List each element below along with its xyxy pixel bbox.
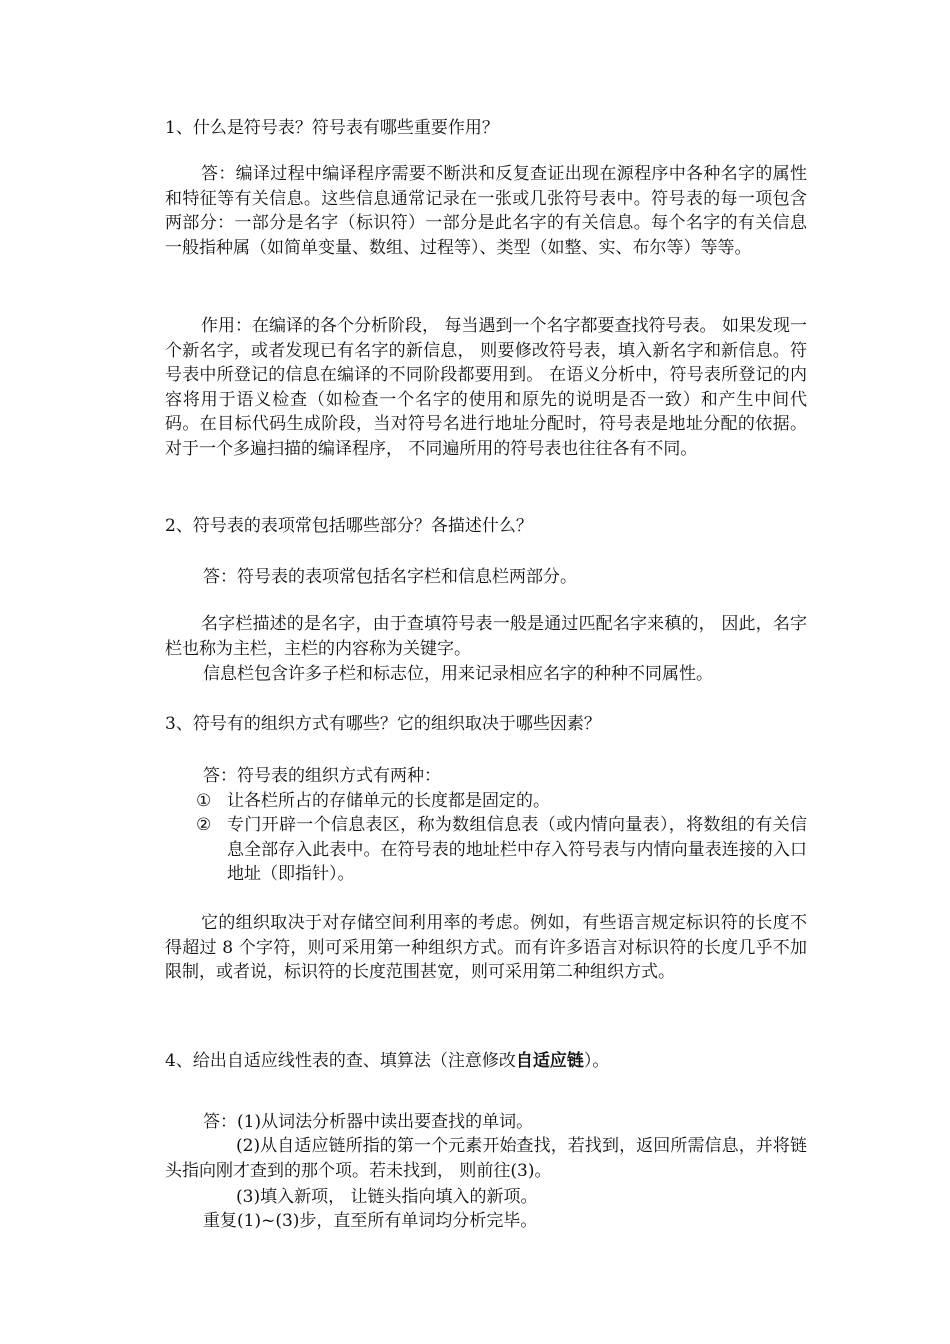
answer-1-role-paragraph: 作用：在编译的各个分析阶段， 每当遇到一个名字都要查找符号表。 如果发现一个新名字，或者发现已有名字的新信息， 则要修改符号表，填入新名字和新信息。符号表中所登记的信息在编译的不同阶段都要用到。 在语义分析中，符号表所登记的内容将用于语义检查（如检查一个名字的使用和原先的说明是否一致）和产生中间代码。在目标代码生成阶段，当对符号名进行地址分配时，符号表是地址分配的依据。 对于一个多遍扫描的编译程序， 不同遍所用的符号表也往往各有不同。 — [165, 316, 807, 459]
algorithm-repeat: 重复(1)~(3)步，直至所有单词均分析完毕。 — [203, 1211, 538, 1231]
info-column-paragraph: 信息栏包含许多子栏和标志位，用来记录相应名字的种种不同属性。 — [203, 664, 713, 684]
question-1: 1、什么是符号表？符号表有哪些重要作用？ — [165, 118, 499, 138]
name-column-paragraph: 名字栏描述的是名字，由于查填符号表一般是通过匹配名字来稹的， 因此，名字栏也称为主栏，主栏的内容称为关键字。 — [165, 614, 807, 659]
algorithm-step-1: 答：(1)从词法分析器中读出要查找的单词。 — [203, 1112, 534, 1132]
answer-2: 答：符号表的表项常包括名字栏和信息栏两部分。 — [203, 567, 577, 587]
question-3: 3、符号有的组织方式有哪些？它的组织取决于哪些因素？ — [165, 714, 601, 734]
bullet-1-text: 让各栏所占的存储单元的长度都是固定的。 — [227, 791, 550, 811]
question-4-prefix: 4、给出自适应线性表的查、填算法（注意修改 — [165, 1051, 516, 1071]
algorithm-step-3: (3)填入新项， 让链头指向填入的新项。 — [236, 1187, 538, 1207]
question-2: 2、符号表的表项常包括哪些部分？各描述什么？ — [165, 516, 533, 536]
answer-1-paragraph: 答：编译过程中编译程序需要不断洪和反复查证出现在源程序中各种名字的属性和特征等有关信息。这些信息通常记录在一张或几张符号表中。符号表的每一项包含两部分：一部分是名字（标识符）一部分是此名字的有关信息。每个名字的有关信息一般指种属（如简单变量、数组、过程等）、类型（如整、实、布尔等）等等。 — [165, 164, 807, 258]
answer-3: 答：符号表的组织方式有两种： — [203, 766, 441, 786]
bullet-2-text: 专门开辟一个信息表区，称为数组信息表（或内情向量表），将数组的有关信息全部存入此表中。在符号表的地址栏中存入符号表与内情向量表连接的入口地址（即指针）。 — [227, 815, 807, 884]
bullet-1-marker: ① — [196, 791, 212, 811]
bullet-2-marker: ② — [196, 815, 212, 835]
question-4 — [165, 1049, 609, 1073]
algorithm-step-2: (2)从自适应链所指的第一个元素开始查找，若找到，返回所需信息，并将链头指向刚才查到的那个项。若未找到， 则前往(3)。 — [165, 1136, 807, 1181]
organization-factor-paragraph: 它的组织取决于对存储空间利用率的考虑。例如，有些语言规定标识符的长度不得超过 8 个字符，则可采用第一种组织方式。而有许多语言对标识符的长度几乎不加限制，或者说，标识符的长度范围甚宽，则可采用第二种组织方式。 — [165, 913, 807, 982]
question-4-bold-term: 自适应链 — [515, 1051, 584, 1071]
question-4-suffix: ）。 — [583, 1051, 610, 1071]
